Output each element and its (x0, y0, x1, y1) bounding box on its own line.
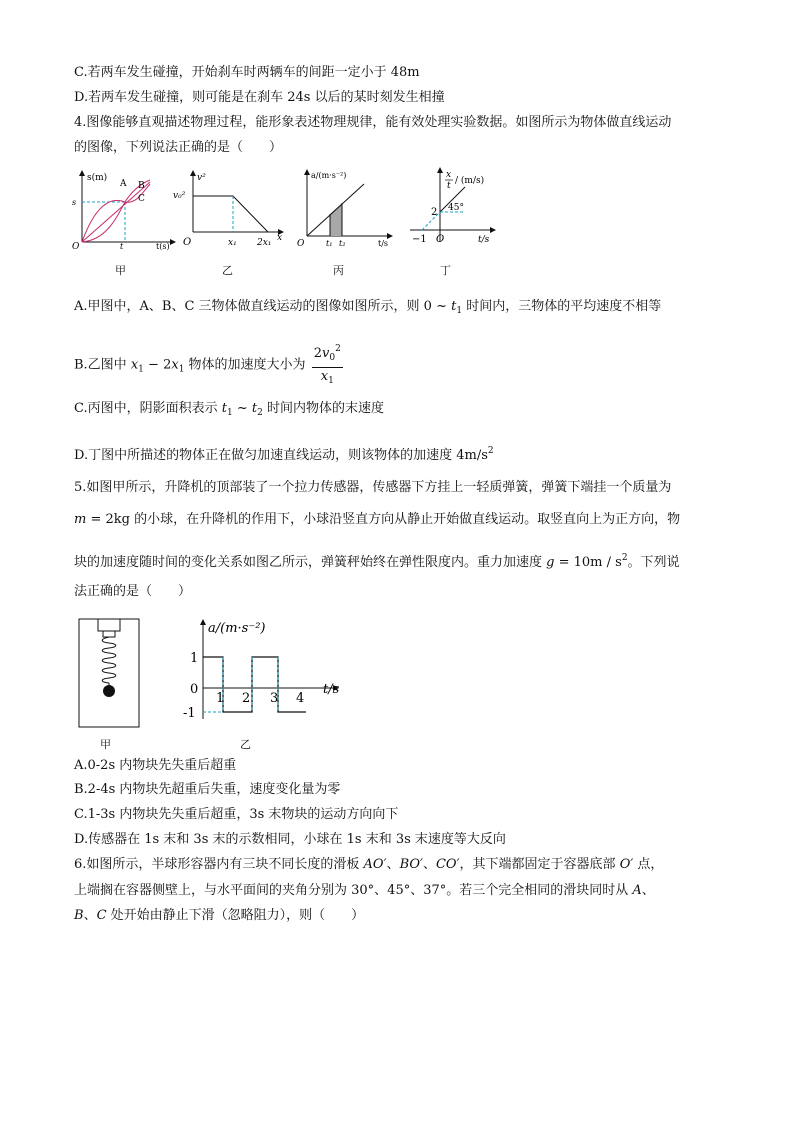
fig3-xlabel: t/s (378, 239, 389, 248)
fig4-xlabel: t/s (478, 235, 490, 245)
q5-fig-t4: 4 (296, 691, 305, 706)
q4-stem-line2: 的图像，下列说法正确的是（ ） (74, 140, 283, 155)
fig1-label-c: C (138, 194, 145, 204)
fig4-origin: O (436, 234, 445, 245)
fig1-origin: O (72, 242, 80, 251)
q5-option-c: C.1-3s 内物块先失重后超重，3s 末物块的运动方向向下 (74, 807, 399, 822)
fig4-caption: 丁 (440, 264, 451, 277)
fig1-ylabel: s(m) (87, 173, 108, 183)
q5-stem-line2: m = 2kg 的小球，在升降机的作用下，小球沿竖直方向从静止开始做直线运动。取竖直向上为正方向，物 (74, 512, 681, 527)
q5-stem-line3: 块的加速度随时间的变化关系如图乙所示，弹簧秤始终在弹性限度内。重力加速度 $g = 10m / s^2$。下列说 (74, 553, 680, 570)
fig2-v0: v₀² (173, 191, 186, 201)
fig4-angle: 45° (448, 203, 464, 213)
q4-option-a: A.甲图中，A、B、C 三物体做直线运动的图像如图所示，则 0 ~ $t_1$ 时间内，三物体的平均速度不相等 (74, 299, 662, 316)
q5-option-d: D.传感器在 1s 末和 3s 末的示数相同，小球在 1s 末和 3s 末速度等大反向 (74, 832, 506, 847)
fig3-t2: t₂ (339, 239, 346, 248)
q5-figure-jia-caption: 甲 (100, 738, 111, 751)
q6-stem-line2: 上端搁在容器侧壁上，与水平面间的夹角分别为 30°、45°、37°。若三个完全相同的滑块同时从 A、 (74, 883, 655, 898)
fig2-origin: O (183, 237, 192, 248)
fig1-label-a: A (120, 179, 127, 189)
q5-figure-jia (78, 618, 140, 728)
q3-option-d: D.若两车发生碰撞，则可能是在刹车 24s 以后的某时刻发生相撞 (74, 90, 445, 105)
fig1-xlabel: t(s) (156, 242, 170, 251)
q5-fig-t1: 1 (216, 691, 225, 706)
fig4-ylabel-unit: / (m/s) (455, 176, 485, 186)
q5-fig-xlabel: t/s (323, 682, 340, 697)
fig4-minus1: −1 (412, 234, 427, 245)
q4-figure-ding (400, 162, 500, 252)
fig1-label-b: B (138, 181, 145, 191)
fig3-t1: t₁ (326, 239, 333, 248)
q5-fig-minus1: -1 (183, 706, 196, 721)
q5-fig-t3: 3 (270, 691, 279, 706)
fig1-t1: t (120, 242, 124, 251)
fig3-origin: O (297, 239, 305, 249)
fig3-caption: 丙 (333, 264, 344, 277)
fig2-xlabel: x (277, 233, 283, 243)
fig3-ylabel: a/(m·s⁻²) (311, 171, 347, 180)
fig2-x2: 2x₁ (257, 238, 272, 248)
q5-figure-yi-caption: 乙 (240, 738, 251, 751)
q4-stem-line1: 4.图像能够直观描述物理过程，能形象表述物理规律，能有效处理实验数据。如图所示为物体做直线运动 (74, 115, 672, 130)
q5-fig-one: 1 (190, 651, 199, 666)
q5-figure-yi (178, 614, 348, 724)
q3-option-c: C.若两车发生碰撞，开始刹车时两辆车的间距一定小于 48m (74, 65, 420, 80)
q5-stem-line1: 5.如图甲所示，升降机的顶部装了一个拉力传感器，传感器下方挂上一轻质弹簧，弹簧下端挂一个质量为 (74, 480, 672, 495)
q5-fig-t2: 2 (242, 691, 251, 706)
fig2-ylabel: v² (197, 173, 206, 183)
q4-option-d: D.丁图中所描述的物体正在做匀加速直线运动，则该物体的加速度 $4m/s^2$ (74, 446, 494, 463)
q4-option-b-fraction: $\frac{2v_0^2}{x_1}$ (312, 340, 343, 390)
fig4-two: 2 (431, 207, 438, 218)
fig1-caption: 甲 (115, 264, 126, 277)
q5-stem-line4: 法正确的是（ ） (74, 584, 192, 599)
q5-fig-ylabel: a/(m·s⁻²) (208, 621, 266, 636)
fig2-caption: 乙 (222, 264, 233, 277)
q5-fig-zero: 0 (190, 682, 199, 697)
fig4-ylabel-num: x (446, 170, 452, 180)
q6-stem-line3: B、C 处开始由静止下滑（忽略阻力），则（ ） (74, 908, 365, 923)
q4-figure-jia (70, 166, 180, 251)
q5-option-b: B.2-4s 内物块先超重后失重，速度变化量为零 (74, 782, 341, 797)
q5-option-a: A.0-2s 内物块先失重后超重 (74, 758, 237, 773)
fig2-x1: x₁ (228, 238, 237, 248)
fig4-ylabel-den: t (447, 181, 451, 191)
q4-option-c: C.丙图中，阴影面积表示 $t_1$ ~ $t_2$ 时间内物体的末速度 (74, 401, 384, 418)
fig1-s1: s (72, 198, 77, 207)
q4-figure-yi (173, 166, 288, 251)
q4-figure-bing (292, 166, 397, 251)
q4-option-b: B.乙图中 $x_1 - 2x_1$ 物体的加速度大小为 $\frac{2v_0^2}{x_1}$ (74, 340, 345, 390)
q6-stem-line1: 6.如图所示，半球形容器内有三块不同长度的滑板 AO′、BO′、CO′，其下端都固定于容器底部 O′ 点， (74, 857, 664, 872)
